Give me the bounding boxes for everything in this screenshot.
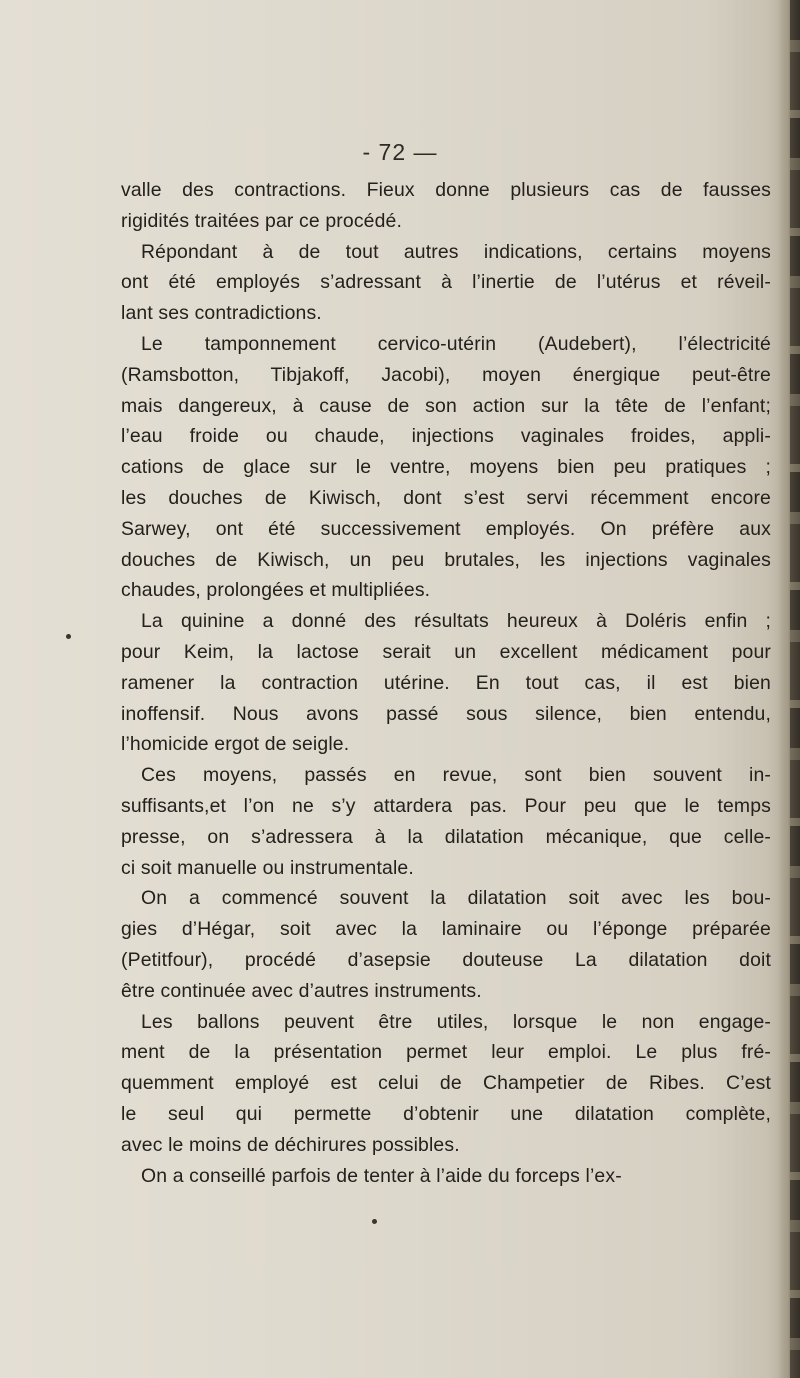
text-line: (Petitfour), procédé d’asepsie douteuse La dilatation doit: [121, 948, 771, 971]
text-line: On a conseillé parfois de tenter à l’aide du forceps l’ex-: [141, 1164, 622, 1187]
text-line: les douches de Kiwisch, dont s’est servi récemment encore: [121, 486, 771, 509]
text-line: Ces moyens, passés en revue, sont bien souvent in-: [141, 764, 771, 787]
text-line: valle des contractions. Fieux donne plusieurs cas de fausses: [121, 179, 771, 201]
text-line: quemment employé est celui de Champetier de Ribes. C’est: [121, 1072, 771, 1095]
page-number: - 72 —: [362, 139, 438, 165]
text-line: l’homicide ergot de seigle.: [121, 733, 350, 756]
text-line: suffisants,et l’on ne s’y attardera pas. Pour peu que le temps: [121, 794, 771, 817]
text-line: mais dangereux, à cause de son action sur la tête de l’enfant;: [121, 394, 771, 417]
text-line: On a commencé souvent la dilatation soit avec les bou-: [141, 887, 771, 910]
print-speck: [66, 634, 71, 639]
text-line: douches de Kiwisch, un peu brutales, les injections vaginales: [121, 548, 771, 571]
text-line: avec le moins de déchirures possibles.: [121, 1133, 460, 1156]
text-line: presse, on s’adressera à la dilatation mécanique, que celle-: [121, 825, 771, 848]
text-line: gies d’Hégar, soit avec la laminaire ou l’éponge préparée: [121, 918, 771, 941]
text-line: ci soit manuelle ou instrumentale.: [121, 856, 414, 879]
text-line: inoffensif. Nous avons passé sous silence, bien entendu,: [121, 702, 771, 725]
text-line: cations de glace sur le ventre, moyens bien peu pratiques ;: [121, 456, 771, 479]
text-line: Le tamponnement cervico-utérin (Audebert), l’électricité: [141, 332, 771, 355]
text-line: chaudes, prolongées et multipliées.: [121, 579, 431, 602]
text-line: ramener la contraction utérine. En tout cas, il est bien: [121, 671, 771, 694]
text-line: l’eau froide ou chaude, injections vaginales froides, appli-: [121, 425, 771, 448]
text-line: pour Keim, la lactose serait un excellent médicament pour: [121, 640, 771, 663]
text-line: Sarwey, ont été successivement employés. On préfère aux: [121, 517, 771, 540]
text-line: ment de la présentation permet leur emploi. Le plus fré-: [121, 1041, 771, 1064]
text-line: (Ramsbotton, Tibjakoff, Jacobi), moyen énergique peut-être: [121, 363, 771, 386]
text-line: être continuée avec d’autres instruments.: [121, 979, 482, 1002]
text-line: Répondant à de tout autres indications, certains moyens: [141, 240, 771, 263]
text-line: ont été employés s’adressant à l’inertie de l’utérus et réveil-: [121, 271, 771, 294]
text-line: Les ballons peuvent être utiles, lorsque le non engage-: [141, 1010, 771, 1033]
print-speck: [372, 1219, 377, 1224]
text-line: lant ses contradictions.: [121, 302, 322, 325]
text-line: rigidités traitées par ce procédé.: [121, 209, 403, 232]
page-edge-binding: [790, 0, 800, 1378]
body-text: [121, 175, 771, 1191]
text-line: le seul qui permette d’obtenir une dilatation complète,: [121, 1102, 771, 1125]
text-line: La quinine a donné des résultats heureux à Doléris enfin ;: [141, 610, 771, 633]
